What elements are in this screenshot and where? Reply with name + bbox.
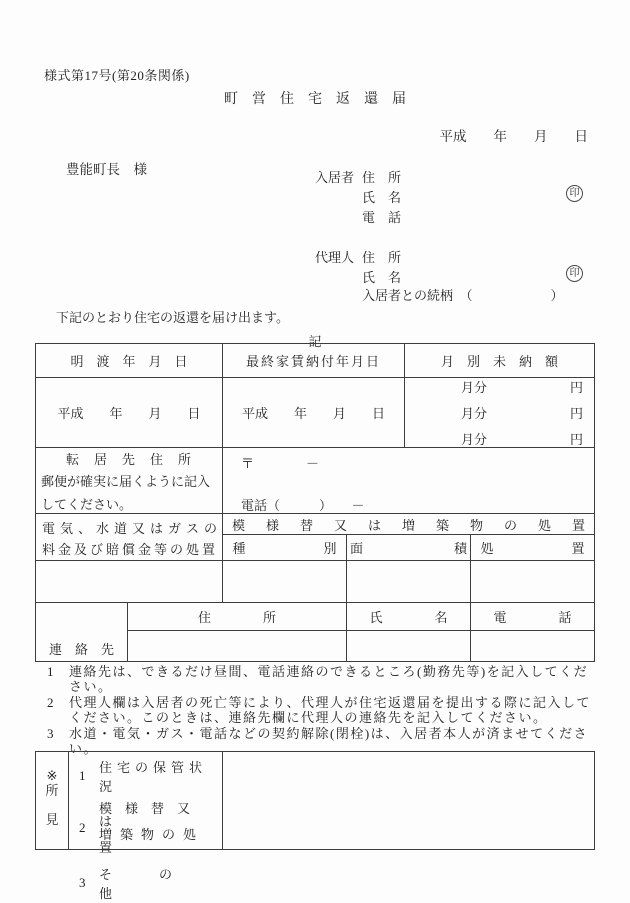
resident-name-label: 氏 名 [362,190,402,205]
agent-seal-icon: 印 [566,265,583,282]
arrears-line [461,377,583,396]
remarks-item-other [79,864,220,902]
remodel-subheader-row [223,535,594,560]
arrears-line [461,403,583,422]
resident-phone-label: 電 話 [362,210,402,225]
note-number: 1 [47,664,54,679]
remarks-item-text-line1: 模様替又は [99,801,204,829]
remodel-kind-header: 種 別 [223,535,347,560]
last-rent-payment-date-cell: 平成 年 月 日 [223,378,405,447]
remarks-item-text-line2: 増築物の処置 [99,827,205,855]
table-date-row [36,378,594,448]
note-text: 連絡先は、できるだけ昼間、電話連絡のできるところ(勤務先等)を記入してください。 [69,664,589,694]
contact-address-header: 住 所 [128,603,347,630]
remodel-area-entry-cell [347,561,471,602]
relocation-note-line1: 郵便が確実に届くように記入 [41,474,211,489]
agent-relation-label: 入居者との続柄 （ ） [362,288,564,303]
note-text: 水道・電気・ガス・電話などの契約解除(閉栓)は、入居者本人が済ませてください。 [69,726,589,756]
contact-phone-entry-cell [471,631,594,661]
form-number: 様式第17号(第20条関係) [44,68,190,83]
col-header-monthly-arrears: 月 別 未 納 額 [440,354,558,369]
remodel-disposal-header: 処 置 [480,541,585,556]
note-text: 代理人欄は入居者の死亡等により、代理人が住宅返還届を提出する際に記入してください。このときは、連絡先欄に代理人の連絡先を記入してください。 [69,695,592,725]
remarks-label-char: 見 [45,812,59,827]
col-header-handover-date: 明 渡 年 月 日 [36,344,223,377]
contact-row [36,603,594,661]
remarks-item-remodel [79,802,220,854]
remodel-area-header: 面 積 [347,535,471,560]
utilities-remodel-entry-row [36,561,594,603]
page-title: 町 営 住 宅 返 還 届 [224,92,406,107]
contact-address-entry-cell [128,631,347,661]
resident-address-label: 住 所 [362,170,402,185]
agent-label: 代理人 [315,250,355,265]
remarks-items-cell [69,752,223,901]
table-header-row [36,344,594,378]
arrears-yen-label: 円 [569,406,583,421]
relocation-address-cell [223,448,594,513]
remarks-item-text: 住宅の保管状況 [99,760,208,794]
remarks-item-storage [79,757,220,795]
note-number: 2 [47,695,54,710]
postal-code-line: 〒 － [241,456,320,471]
contact-cells [128,603,594,661]
contact-label-cell: 連 絡 先 [36,603,128,661]
remodel-header: 模 様 替 又 は 増 築 物 の 処 置 [223,514,594,535]
arrears-month-label: 月分 [461,406,488,421]
handover-date-cell: 平成 年 月 日 [36,378,223,447]
arrears-month-label: 月分 [461,432,488,447]
relocation-label-cell [36,448,223,513]
contact-header-row [128,603,594,631]
remarks-item-text [99,802,220,854]
col-header-last-rent-payment: 最終家賃納付年月日 [223,344,405,377]
agent-name-label: 氏 名 [362,270,402,285]
addressee: 豊能町長 様 [66,162,147,177]
arrears-line [461,429,583,448]
relocation-phone-line: 電話（ ） － [241,498,365,513]
remodel-kind-entry-cell [223,561,347,602]
relocation-note-line2: してください。 [41,497,133,512]
return-details-table [35,343,595,662]
declaration-text: 下記のとおり住宅の返還を届け出ます。 [56,310,289,325]
remarks-asterisk: ※ [46,768,58,783]
utilities-entry-cell [36,561,223,602]
date-line: 平成 年 月 日 [439,129,588,144]
contact-name-entry-cell [347,631,471,661]
utilities-label-line1: 電気、水道又はガスの [42,521,223,536]
remarks-label-char: 所 [45,783,59,798]
utilities-remodel-row [36,514,594,561]
utilities-label-line2: 料金及び賠償金等の処置 [42,542,219,557]
note-number: 3 [47,726,54,741]
remarks-entry-cell [223,752,594,849]
arrears-yen-label: 円 [569,432,583,447]
resident-seal-icon: 印 [566,185,583,202]
remarks-item-number: 3 [79,875,86,890]
remodel-header-cell [223,514,594,560]
notes-list [44,664,596,757]
remarks-item-number: 1 [79,768,86,783]
section-mark: 記 [308,334,322,349]
note-item [44,695,596,725]
remarks-item-number: 2 [79,820,86,835]
remarks-label-cell [36,752,69,849]
remarks-item-text: そ の 他 [99,867,220,901]
monthly-arrears-cell [405,378,594,447]
agent-address-label: 住 所 [362,250,402,265]
relocation-title: 転 居 先 住 所 [65,452,192,467]
contact-name-header: 氏 名 [347,603,471,630]
note-item [44,664,596,694]
arrears-yen-label: 円 [569,380,583,395]
utilities-label-cell [36,514,223,560]
contact-phone-header: 電 話 [493,610,572,625]
relocation-row [36,448,594,514]
remarks-table [35,751,595,901]
resident-label: 入居者 [315,170,355,185]
remodel-disposal-entry-cell [471,561,594,602]
contact-entry-row [128,631,594,661]
arrears-month-label: 月分 [461,380,488,395]
